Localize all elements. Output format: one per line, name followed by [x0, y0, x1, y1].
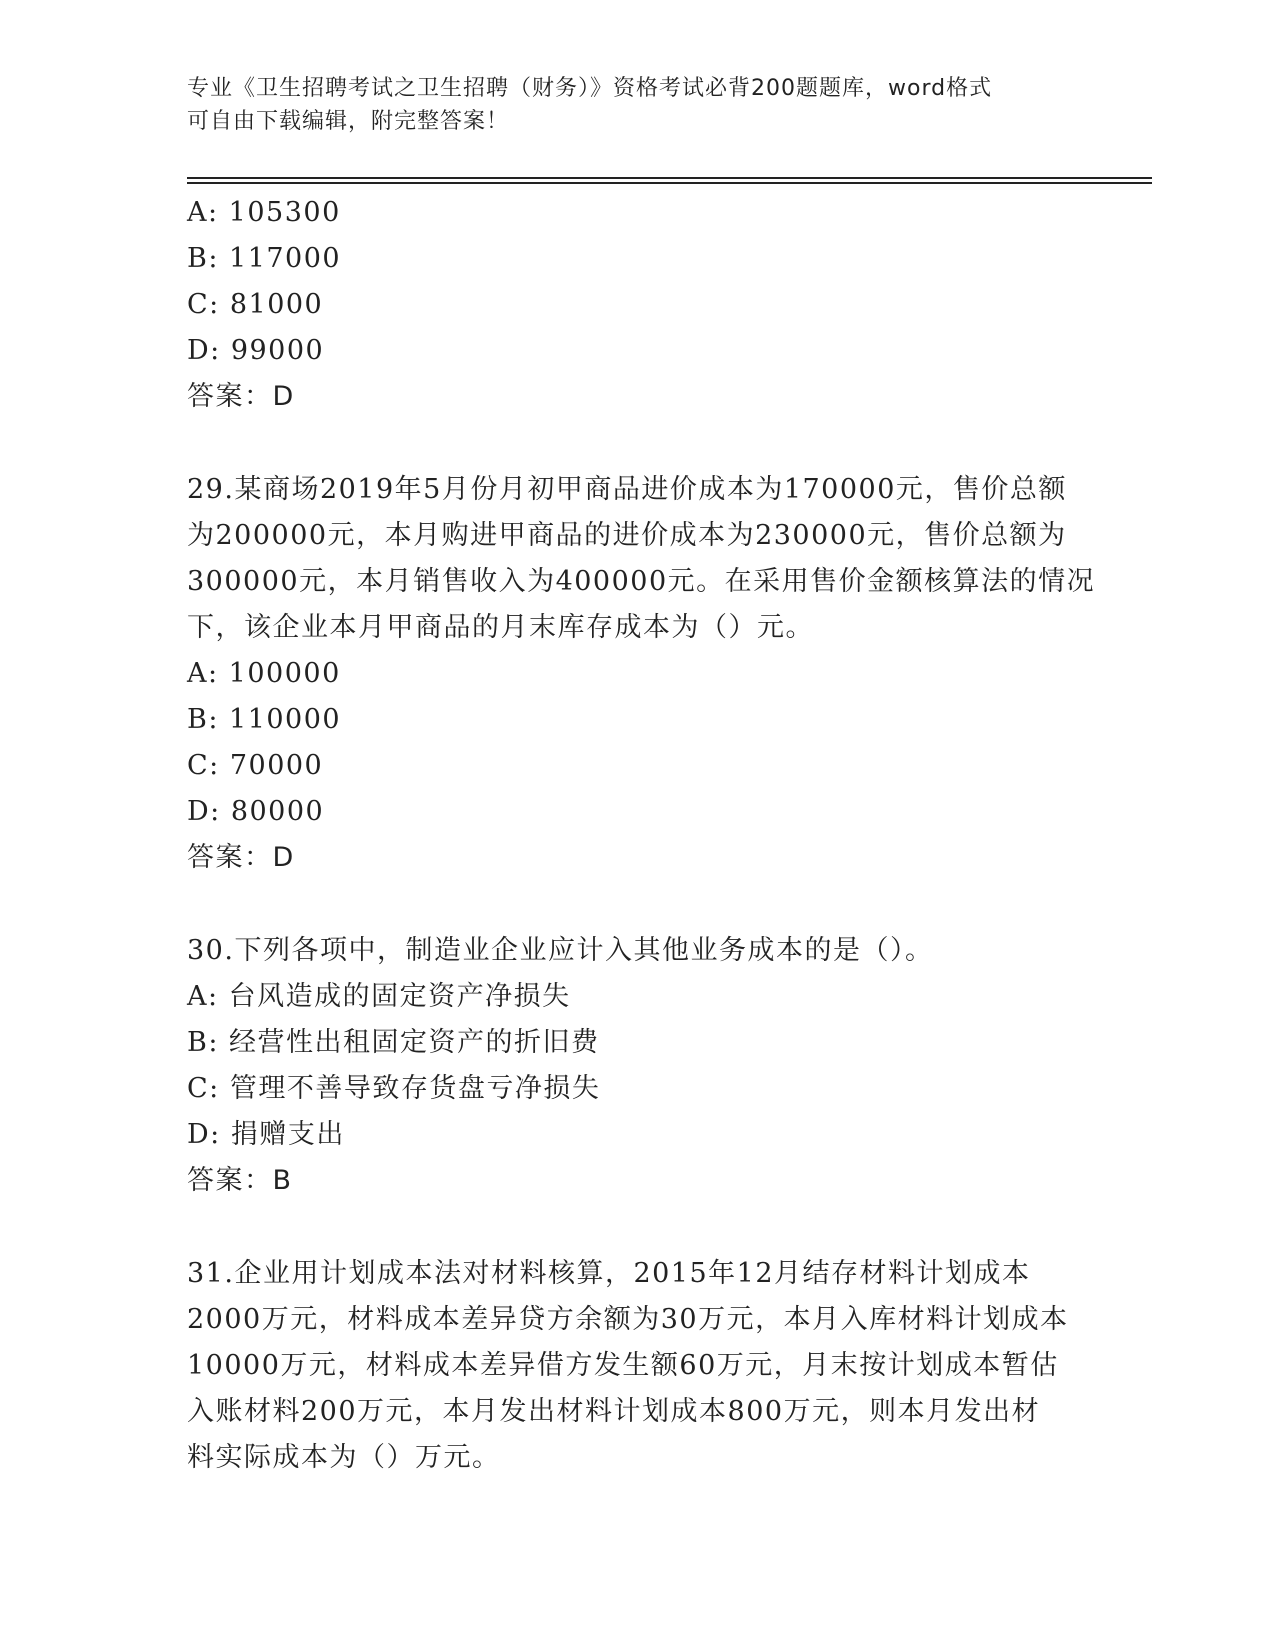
option-a: A: 台风造成的固定资产净损失 — [187, 981, 571, 1012]
spacer — [187, 420, 1087, 467]
question-stem-line: 为200000元，本月购进甲商品的进价成本为230000元，售价总额为 — [187, 520, 1067, 551]
option-d: D: 80000 — [187, 796, 325, 827]
question-31 — [187, 1251, 1087, 1481]
option-d: D: 99000 — [187, 335, 325, 366]
question-content — [187, 190, 1096, 1481]
prev-question-block — [187, 190, 1087, 420]
question-30 — [187, 928, 1087, 1204]
question-stem-line: 31.企业用计划成本法对材料核算，2015年12月结存材料计划成本 — [187, 1258, 1031, 1289]
answer-line: 答案：D — [187, 381, 295, 412]
answer-line: 答案：D — [187, 842, 295, 873]
header-rule-bottom — [187, 182, 1152, 184]
document-header — [187, 72, 1067, 138]
question-stem-line: 29.某商场2019年5月份月初甲商品进价成本为170000元，售价总额 — [187, 474, 1067, 505]
spacer — [187, 881, 1087, 928]
option-a: A: 100000 — [187, 658, 341, 689]
option-c: C: 管理不善导致存货盘亏净损失 — [187, 1073, 601, 1104]
option-a: A: 105300 — [187, 197, 341, 228]
header-line-2: 可自由下载编辑，附完整答案！ — [187, 109, 510, 134]
option-b: B: 经营性出租固定资产的折旧费 — [187, 1027, 600, 1058]
option-b: B: 117000 — [187, 243, 342, 274]
option-d: D: 捐赠支出 — [187, 1119, 345, 1150]
question-stem-line: 料实际成本为（）万元。 — [187, 1442, 501, 1473]
question-stem-line: 30.下列各项中，制造业企业应计入其他业务成本的是（）。 — [187, 935, 934, 966]
answer-line: 答案：B — [187, 1165, 293, 1196]
header-rule-top — [187, 177, 1152, 179]
question-stem-line: 300000元，本月销售收入为400000元。在采用售价金额核算法的情况 — [187, 566, 1096, 597]
question-stem-line: 下，该企业本月甲商品的月末库存成本为（）元。 — [187, 612, 814, 643]
question-stem-line: 2000万元，材料成本差异贷方余额为30万元，本月入库材料计划成本 — [187, 1304, 1069, 1335]
header-line-1: 专业《卫生招聘考试之卫生招聘（财务）》资格考试必背200题题库，word格式 — [187, 76, 993, 101]
option-c: C: 70000 — [187, 750, 324, 781]
question-29 — [187, 467, 1096, 881]
option-c: C: 81000 — [187, 289, 324, 320]
spacer — [187, 1204, 1087, 1251]
option-b: B: 110000 — [187, 704, 342, 735]
question-stem-line: 10000万元，材料成本差异借方发生额60万元，月末按计划成本暂估 — [187, 1350, 1059, 1381]
question-stem-line: 入账材料200万元，本月发出材料计划成本800万元，则本月发出材 — [187, 1396, 1041, 1427]
